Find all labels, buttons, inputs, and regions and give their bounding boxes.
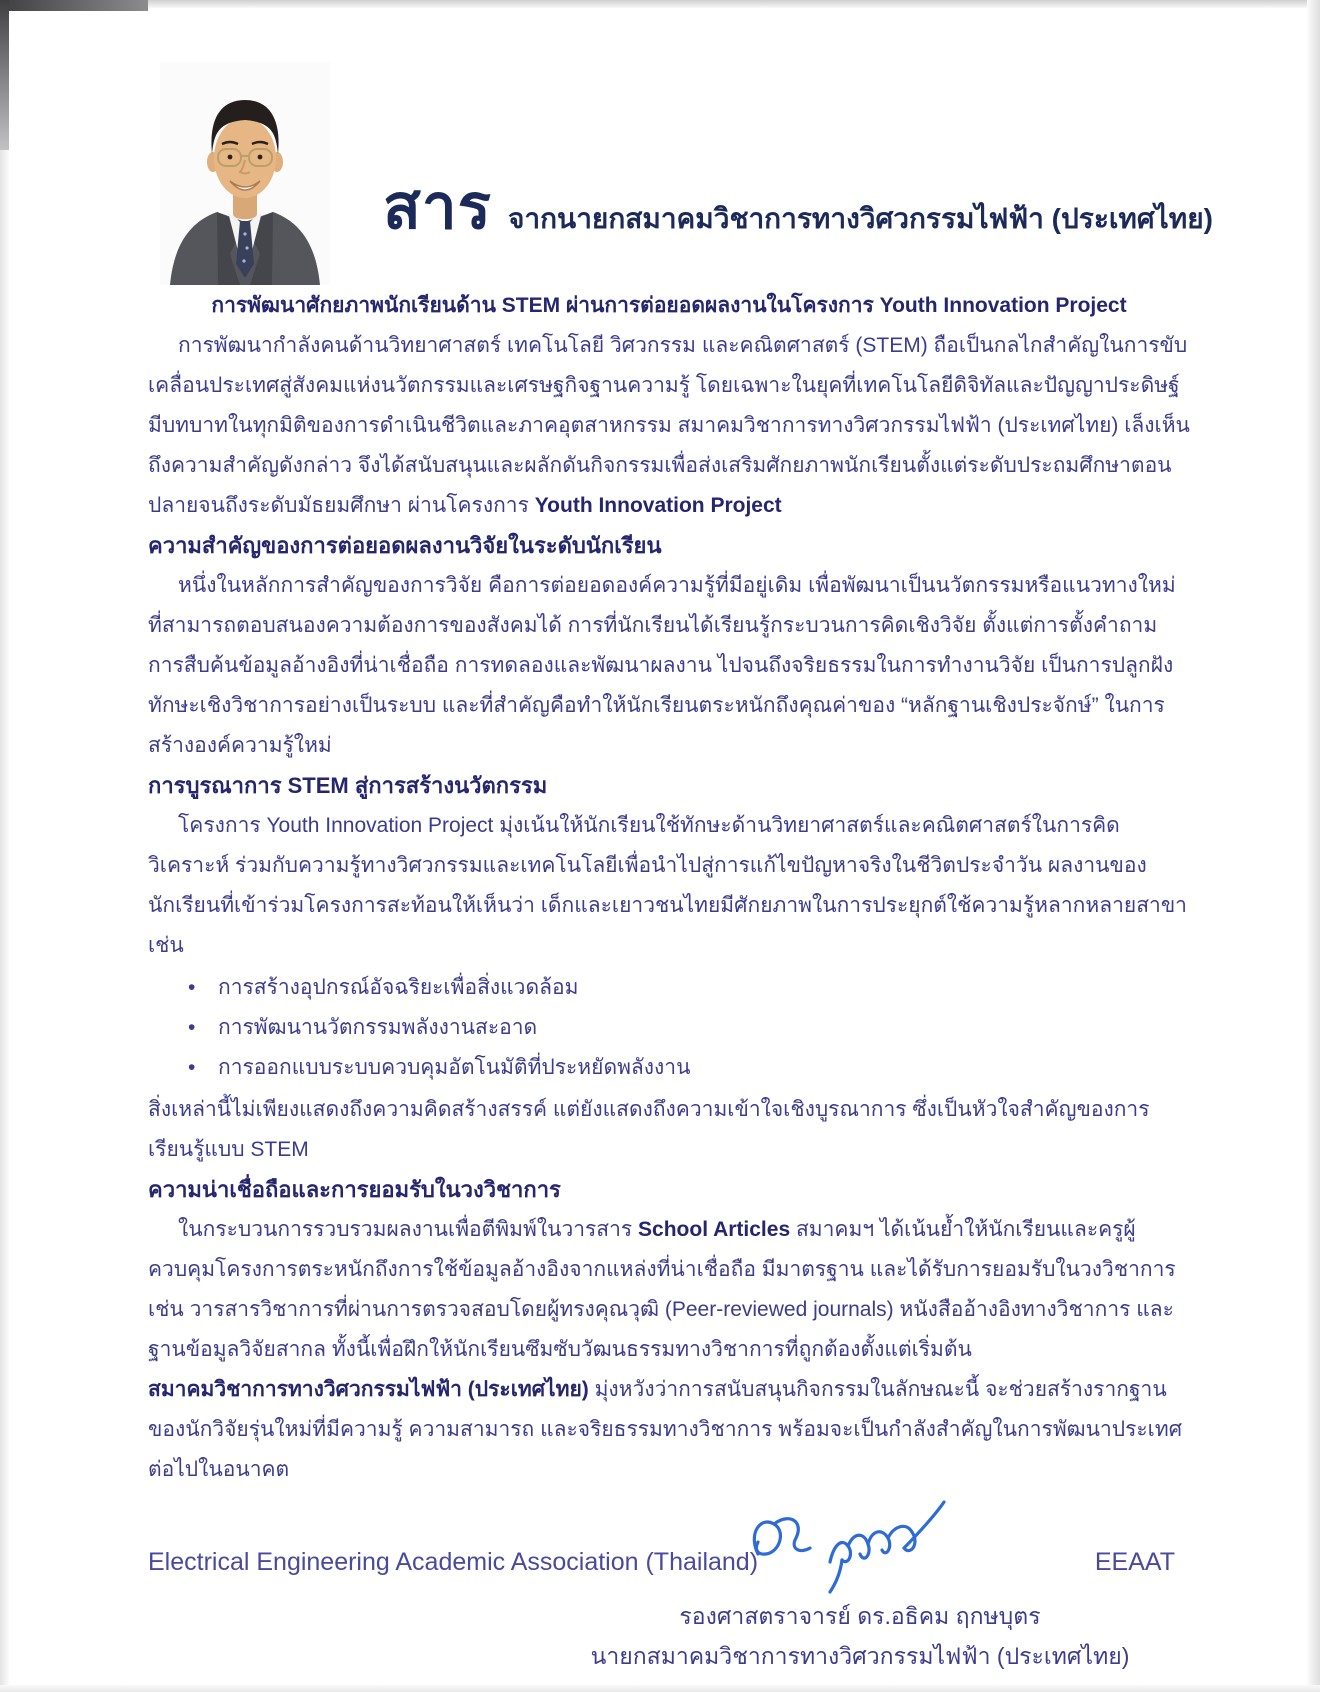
intro-paragraph: [148, 326, 1190, 526]
page-corner-shadow: [0, 0, 148, 11]
closing-paragraph: [148, 1370, 1190, 1490]
masthead-title: สาร: [383, 173, 492, 242]
page-corner-shadow-left: [0, 0, 9, 150]
masthead: [383, 158, 1213, 256]
intro-project-name: Youth Innovation Project: [534, 494, 782, 517]
list-item: [148, 1048, 1190, 1088]
section-paragraph-credibility: [148, 1210, 1190, 1370]
signer-name: รองศาสตราจารย์ ดร.อธิคม ฤกษบุตร: [679, 1603, 1041, 1629]
list-item: [148, 1008, 1190, 1048]
president-portrait-illustration: [160, 62, 330, 285]
section-heading-research: ความสำคัญของการต่อยอดผลงานวิจัยในระดับนักเรียน: [148, 533, 662, 558]
page-footer: [148, 1548, 1175, 1577]
footer-association-name: Electrical Engineering Academic Association (Thailand): [148, 1548, 759, 1576]
page-edge-bottom: [0, 1685, 1320, 1692]
letter-body: [148, 286, 1190, 1676]
list-item-text: การออกแบบระบบควบคุมอัตโนมัติที่ประหยัดพลังงาน: [218, 1056, 691, 1079]
bullet-icon: •: [188, 976, 196, 999]
intro-heading: การพัฒนาศักยภาพนักเรียนด้าน STEM ผ่านการต่อยอดผลงานในโครงการ Youth Innovation Project: [211, 294, 1127, 317]
list-item-text: การพัฒนานวัตกรรมพลังงานสะอาด: [218, 1016, 538, 1039]
section-heading-credibility: ความน่าเชื่อถือและการยอมรับในวงวิชาการ: [148, 1177, 561, 1202]
section-heading-stem: การบูรณาการ STEM สู่การสร้างนวัตกรรม: [148, 773, 548, 798]
intro-paragraph-text: การพัฒนากำลังคนด้านวิทยาศาสตร์ เทคโนโลยี วิศวกรรม และคณิตศาสตร์ (STEM) ถือเป็นกลไกสำคัญในการขับเคลื่อนประเทศสู่สังคมแห่งนวัตกรรมและเศรษฐกิจฐานความรู้ โดยเฉพาะในยุคที่เทคโนโลยีดิจิทัลและปัญญาประดิษฐ์มีบทบาทในทุกมิติของการดำเนินชีวิตและภาคอุตสาหกรรม สมาคมวิชาการทางวิศวกรรมไฟฟ้า (ประเทศไทย) เล็งเห็นถึงความสำคัญดังกล่าว จึงได้สนับสนุนและผลักดันกิจกรรมเพื่อส่งเสริมศักยภาพนักเรียนตั้งแต่ระดับประถมศึกษาตอนปลายจนถึงระดับมัธยมศึกษา ผ่านโครงการ: [148, 334, 1190, 517]
masthead-subtitle: จากนายกสมาคมวิชาการทางวิศวกรรมไฟฟ้า (ประเทศไทย): [507, 203, 1213, 234]
credibility-text-before: ในกระบวนการรวบรวมผลงานเพื่อตีพิมพ์ในวารสาร: [178, 1218, 639, 1241]
bullet-icon: •: [188, 1016, 196, 1039]
page-edge-right: [1307, 0, 1320, 1692]
list-item: [148, 968, 1190, 1008]
handwritten-signature: [730, 1498, 990, 1594]
section-paragraph-research: หนึ่งในหลักการสำคัญของการวิจัย คือการต่อยอดองค์ความรู้ที่มีอยู่เดิม เพื่อพัฒนาเป็นนวัตกรรมหรือแนวทางใหม่ ที่สามารถตอบสนองความต้องการของสังคมได้ การที่นักเรียนได้เรียนรู้กระบวนการคิดเชิงวิจัย ตั้งแต่การตั้งคำถาม การสืบค้นข้อมูลอ้างอิงที่น่าเชื่อถือ การทดลองและพัฒนาผลงาน ไปจนถึงจริยธรรมในการทำงานวิจัย เป็นการปลูกฝังทักษะเชิงวิชาการอย่างเป็นระบบ และที่สำคัญคือทำให้นักเรียนตระหนักถึงคุณค่าของ “หลักฐานเชิงประจักษ์” ในการสร้างองค์ความรู้ใหม่: [148, 574, 1176, 757]
credibility-text-after: สมาคมฯ ได้เน้นย้ำให้นักเรียนและครูผู้ควบคุมโครงการตระหนักถึงการใช้ข้อมูลอ้างอิงจากแหล่งที่น่าเชื่อถือ มีมาตรฐาน และได้รับการยอมรับในวงวิชาการ เช่น วารสารวิชาการที่ผ่านการตรวจสอบโดยผู้ทรงคุณวุฒิ (Peer-reviewed journals) หนังสืออ้างอิงทางวิชาการ และฐานข้อมูลวิจัยสากล ทั้งนี้เพื่อฝึกให้นักเรียนซึมซับวัฒนธรรมทางวิชาการที่ถูกต้องตั้งแต่เริ่มต้น: [148, 1218, 1176, 1361]
footer-abbreviation: EEAAT: [1094, 1548, 1175, 1576]
signature-area: [148, 1498, 1190, 1676]
stem-note: สิ่งเหล่านี้ไม่เพียงแสดงถึงความคิดสร้างสรรค์ แต่ยังแสดงถึงความเข้าใจเชิงบูรณาการ ซึ่งเป็นหัวใจสำคัญของการเรียนรู้แบบ STEM: [148, 1098, 1150, 1161]
page-edge-left: [0, 0, 9, 1692]
page-edge-top: [0, 0, 1320, 8]
president-portrait-photo: [160, 62, 330, 285]
journal-name: School Articles: [638, 1218, 791, 1241]
closing-association-name: สมาคมวิชาการทางวิศวกรรมไฟฟ้า (ประเทศไทย): [148, 1378, 589, 1401]
bullet-icon: •: [188, 1056, 196, 1079]
closing-text: มุ่งหวังว่าการสนับสนุนกิจกรรมในลักษณะนี้ จะช่วยสร้างรากฐานของนักวิจัยรุ่นใหม่ที่มีความรู้ ความสามารถ และจริยธรรมทางวิชาการ พร้อมจะเป็นกำลังสำคัญในการพัฒนาประเทศต่อไปในอนาคต: [148, 1378, 1183, 1481]
section-paragraph-stem: โครงการ Youth Innovation Project มุ่งเน้นให้นักเรียนใช้ทักษะด้านวิทยาศาสตร์และคณิตศาสตร์ในการคิดวิเคราะห์ ร่วมกับความรู้ทางวิศวกรรมและเทคโนโลยีเพื่อนำไปสู่การแก้ไขปัญหาจริงในชีวิตประจำวัน ผลงานของนักเรียนที่เข้าร่วมโครงการสะท้อนให้เห็นว่า เด็กและเยาวชนไทยมีศักยภาพในการประยุกต์ใช้ความรู้หลากหลายสาขา เช่น: [148, 814, 1187, 957]
list-item-text: การสร้างอุปกรณ์อัจฉริยะเพื่อสิ่งแวดล้อม: [218, 976, 579, 999]
signer-role: นายกสมาคมวิชาการทางวิศวกรรมไฟฟ้า (ประเทศไทย): [590, 1643, 1130, 1669]
stem-example-list: [148, 968, 1190, 1088]
